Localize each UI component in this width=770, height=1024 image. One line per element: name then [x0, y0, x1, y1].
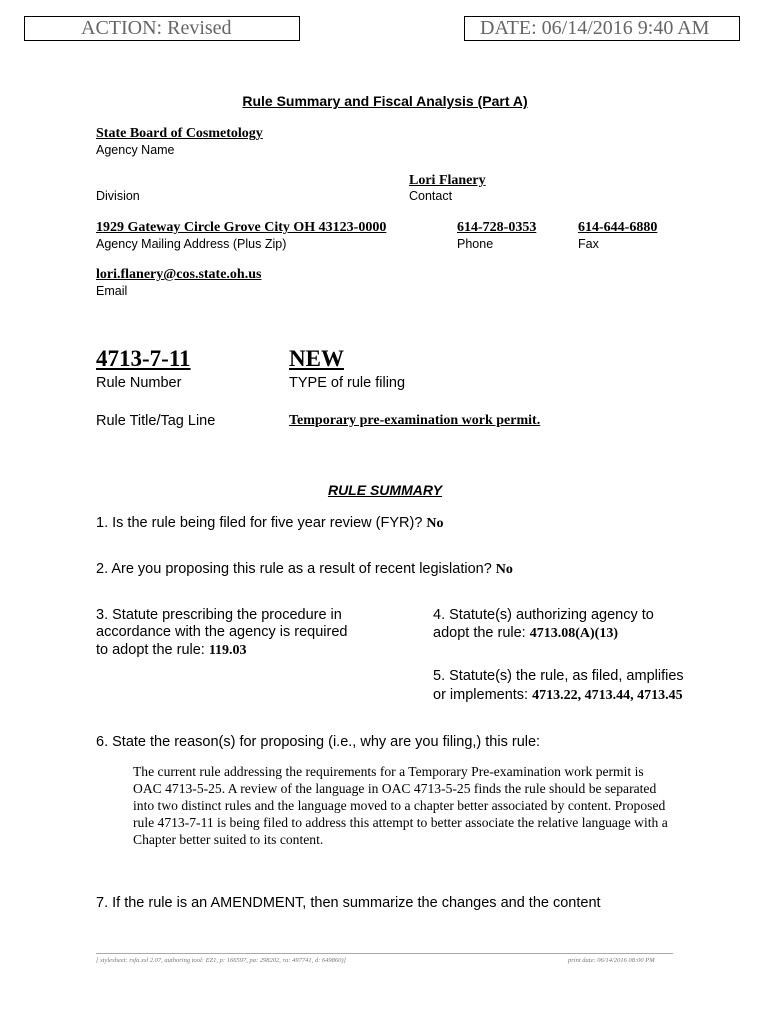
rule-summary-heading: RULE SUMMARY — [327, 482, 443, 498]
contact-value: Lori Flanery — [409, 173, 486, 188]
rule-type-label: TYPE of rule filing — [289, 375, 406, 391]
rule-title-label: Rule Title/Tag Line — [96, 413, 216, 429]
question-6-answer: The current rule addressing the requirements for a Temporary Pre-examination work permit is OAC 4713-5-25. A review of the language in OAC 4713-5-25 finds the rule should be separated into two distinct rules and the language moved to a chapter better associated by content. Proposed rule 4713-7-11 is being filed to address this attempt to better associate the relative language with a Chapter better suited to its content. — [133, 764, 668, 847]
question-5-answer: 4713.22, 4713.44, 4713.45 — [532, 688, 683, 703]
footer-print-date: print date: 06/14/2016 08:00 PM — [568, 957, 655, 964]
question-5-text: or implements: — [433, 687, 529, 703]
question-4-line-1: 4. Statute(s) authorizing agency to — [433, 607, 654, 623]
question-5-line-2 — [433, 686, 683, 704]
question-3-line-3 — [96, 641, 247, 659]
footer-stylesheet-info: [ stylesheet: rsfa.xsl 2.07, authoring tool: EZ1, p: 166597, pa: 298202, ra: 497741, d: 649860)] — [96, 957, 347, 964]
question-2-answer: No — [495, 562, 513, 577]
email-label: Email — [96, 284, 128, 298]
agency-name-value: State Board of Cosmetology — [96, 126, 263, 141]
rule-type-value: NEW — [289, 346, 344, 371]
question-6-text: 6. State the reason(s) for proposing (i.e., why are you filing,) this rule: — [96, 734, 541, 750]
question-3-line-2: accordance with the agency is required — [96, 624, 348, 640]
question-3-text: to adopt the rule: — [96, 642, 205, 658]
action-text: ACTION: Revised — [81, 17, 232, 39]
question-7-text: 7. If the rule is an AMENDMENT, then summarize the changes and the content — [96, 895, 601, 911]
fax-value: 614-644-6880 — [578, 220, 658, 235]
division-label: Division — [96, 189, 140, 203]
question-1-answer: No — [426, 516, 444, 531]
address-label: Agency Mailing Address (Plus Zip) — [96, 237, 287, 251]
address-value: 1929 Gateway Circle Grove City OH 43123-0000 — [96, 220, 387, 235]
phone-label: Phone — [457, 237, 494, 251]
contact-label: Contact — [409, 189, 453, 203]
question-4-answer: 4713.08(A)(13) — [529, 626, 618, 641]
agency-name-label: Agency Name — [96, 143, 175, 157]
date-box — [464, 16, 740, 41]
question-1-text: 1. Is the rule being filed for five year review (FYR)? — [96, 515, 423, 531]
question-3-line-1: 3. Statute prescribing the procedure in — [96, 607, 342, 623]
phone-value: 614-728-0353 — [457, 220, 537, 235]
question-3-answer: 119.03 — [208, 643, 247, 658]
question-5-line-1: 5. Statute(s) the rule, as filed, amplifies — [433, 668, 684, 684]
question-2 — [96, 560, 513, 578]
question-2-text: 2. Are you proposing this rule as a result of recent legislation? — [96, 561, 492, 577]
question-4-line-2 — [433, 624, 618, 642]
fax-label: Fax — [578, 237, 599, 251]
footer-rule — [96, 953, 673, 954]
rule-number-label: Rule Number — [96, 375, 182, 391]
rule-number-value: 4713-7-11 — [96, 346, 191, 371]
question-4-text: adopt the rule: — [433, 625, 526, 641]
date-text: DATE: 06/14/2016 9:40 AM — [480, 17, 710, 39]
email-value: lori.flanery@cos.state.oh.us — [96, 267, 262, 282]
action-box — [24, 16, 300, 41]
page-title: Rule Summary and Fiscal Analysis (Part A) — [242, 93, 528, 109]
question-1 — [96, 514, 444, 532]
rule-title-value: Temporary pre-examination work permit. — [289, 413, 541, 428]
